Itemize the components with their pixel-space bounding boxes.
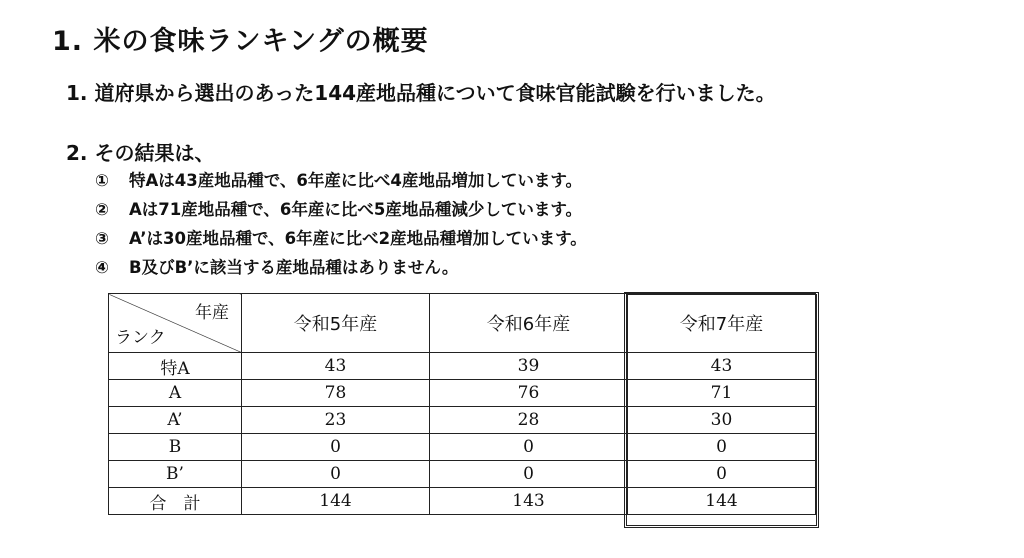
table-cell: 23 (242, 407, 430, 434)
row-header: 合 計 (109, 488, 242, 515)
row-header: A’ (109, 407, 242, 434)
table-row (109, 434, 816, 461)
table-cell: 144 (628, 488, 816, 515)
column-header: 令和7年産 (628, 294, 816, 353)
table-row (109, 380, 816, 407)
table-cell: 43 (628, 353, 816, 380)
result-number: ③ (95, 229, 109, 248)
section-heading: 1. 米の食味ランキングの概要 (52, 26, 429, 57)
table-cell: 28 (430, 407, 628, 434)
result-item (95, 253, 587, 282)
table-cell: 39 (430, 353, 628, 380)
table-cell: 144 (242, 488, 430, 515)
result-number: ② (95, 200, 109, 219)
table-cell: 0 (628, 434, 816, 461)
row-header: A (109, 380, 242, 407)
result-number: ④ (95, 258, 109, 277)
table-row (109, 407, 816, 434)
table-cell: 0 (242, 461, 430, 488)
table-corner-cell (109, 294, 242, 353)
result-item (95, 195, 587, 224)
result-item (95, 224, 587, 253)
table-total-row (109, 488, 816, 515)
corner-label-year: 年産 (195, 303, 229, 323)
table-cell: 0 (628, 461, 816, 488)
column-header: 令和5年産 (242, 294, 430, 353)
summary-item-2: 2. その結果は、 (66, 141, 215, 165)
column-header: 令和6年産 (430, 294, 628, 353)
result-text: A’は30産地品種で、6年産に比べ2産地品種増加しています。 (129, 229, 587, 248)
table-cell: 143 (430, 488, 628, 515)
table-cell: 0 (242, 434, 430, 461)
ranking-table (108, 293, 816, 515)
table-cell: 78 (242, 380, 430, 407)
table-cell: 76 (430, 380, 628, 407)
result-text: 特Aは43産地品種で、6年産に比べ4産地品増加しています。 (129, 171, 583, 190)
row-header: B (109, 434, 242, 461)
table-cell: 0 (430, 461, 628, 488)
table-cell: 43 (242, 353, 430, 380)
table-row (109, 461, 816, 488)
result-number: ① (95, 171, 109, 190)
table-row (109, 353, 816, 380)
summary-item-1: 1. 道府県から選出のあった144産地品種について食味官能試験を行いました。 (66, 81, 776, 105)
row-header: 特A (109, 353, 242, 380)
result-text: B及びB’に該当する産地品種はありません。 (129, 258, 459, 277)
table-cell: 71 (628, 380, 816, 407)
corner-label-rank: ランク (115, 328, 166, 348)
table-header-row (109, 294, 816, 353)
table-cell: 30 (628, 407, 816, 434)
result-text: Aは71産地品種で、6年産に比べ5産地品種減少しています。 (129, 200, 583, 219)
table-cell: 0 (430, 434, 628, 461)
result-item (95, 166, 587, 195)
results-list (95, 166, 587, 282)
row-header: B’ (109, 461, 242, 488)
